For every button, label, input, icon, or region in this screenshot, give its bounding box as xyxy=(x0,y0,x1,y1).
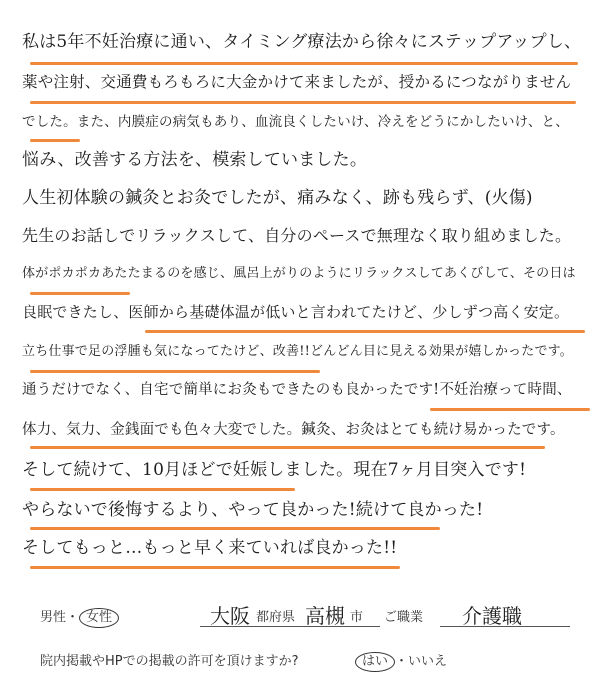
permission-no: ・いいえ xyxy=(395,654,448,669)
prefecture-label: 都府県 xyxy=(256,610,296,625)
highlight-underline xyxy=(430,408,590,411)
occupation-underline xyxy=(440,626,570,627)
highlight-underline xyxy=(30,446,545,449)
permission-row xyxy=(0,648,600,672)
occupation-label: ご職業 xyxy=(384,610,424,625)
text-line: 私は5年不妊治療に通い、タイミング療法から徐々にステップアップし、 xyxy=(22,32,582,52)
prefecture-name: 大阪 xyxy=(210,604,250,628)
permission-yes: はい xyxy=(355,652,395,672)
highlight-underline xyxy=(145,330,585,333)
text-line: 先生のお話しでリラックスして、自分のペースで無理なく取り組めました。 xyxy=(22,226,572,245)
gender-selected: 女性 xyxy=(79,608,119,628)
text-line: 悩み、改善する方法を、模索していました。 xyxy=(22,150,368,170)
text-line: 体力、気力、金銭面でも色々大変でした。鍼灸、お灸はとても続け易かったです。 xyxy=(22,422,565,438)
text-line: 良眠できたし、医師から基礎体温が低いと言われてたけど、少しずつ高く安定。 xyxy=(22,303,570,321)
text-line: やらないで後悔するより、やって良かった!続けて良かった! xyxy=(22,500,484,520)
highlight-underline xyxy=(30,488,295,491)
occupation-value: 介護職 xyxy=(462,604,522,628)
highlight-underline xyxy=(30,101,576,104)
text-line: 通うだけでなく、自宅で簡単にお灸もできたのも良かったです!不妊治療って時間、 xyxy=(22,382,572,398)
highlight-underline xyxy=(30,292,130,295)
text-line: そしてもっと…もっと早く来ていれば良かった!! xyxy=(22,538,398,558)
highlight-underline xyxy=(30,527,440,530)
text-line: 立ち仕事で足の浮腫も気になってたけど、改善!!どんどん目に見える効果が嬉しかったです。 xyxy=(22,344,574,359)
highlight-underline xyxy=(30,139,80,142)
highlight-underline xyxy=(30,370,320,373)
text-line: 体がポカポカあたたまるのを感じ、風呂上がりのようにリラックスしてあくびして、その日は xyxy=(22,266,576,281)
highlight-underline xyxy=(30,566,400,569)
city-name: 高槻 xyxy=(305,604,345,628)
city-suffix: 市 xyxy=(350,610,364,625)
text-line: 薬や注射、交通費もろもろに大金かけて来ましたが、授かるにつながりません xyxy=(22,73,572,91)
gender-field xyxy=(40,606,119,628)
text-line: 人生初体験の鍼灸とお灸でしたが、痛みなく、跡も残らず、(火傷) xyxy=(22,188,533,208)
permission-answers xyxy=(355,650,447,672)
profile-row xyxy=(0,600,600,630)
gender-label: 男性・ xyxy=(40,610,80,625)
text-line: そして続けて、10月ほどで妊娠しました。現在7ヶ月目突入です! xyxy=(22,460,527,480)
permission-question: 院内掲載やHPでの掲載の許可を頂けますか? xyxy=(40,654,299,669)
address-underline xyxy=(200,626,380,627)
text-line: でした。また、内膜症の病気もあり、血流良くしたいけ、冷えをどうにかしたいけ、と、 xyxy=(22,114,569,130)
highlight-underline xyxy=(30,62,578,65)
